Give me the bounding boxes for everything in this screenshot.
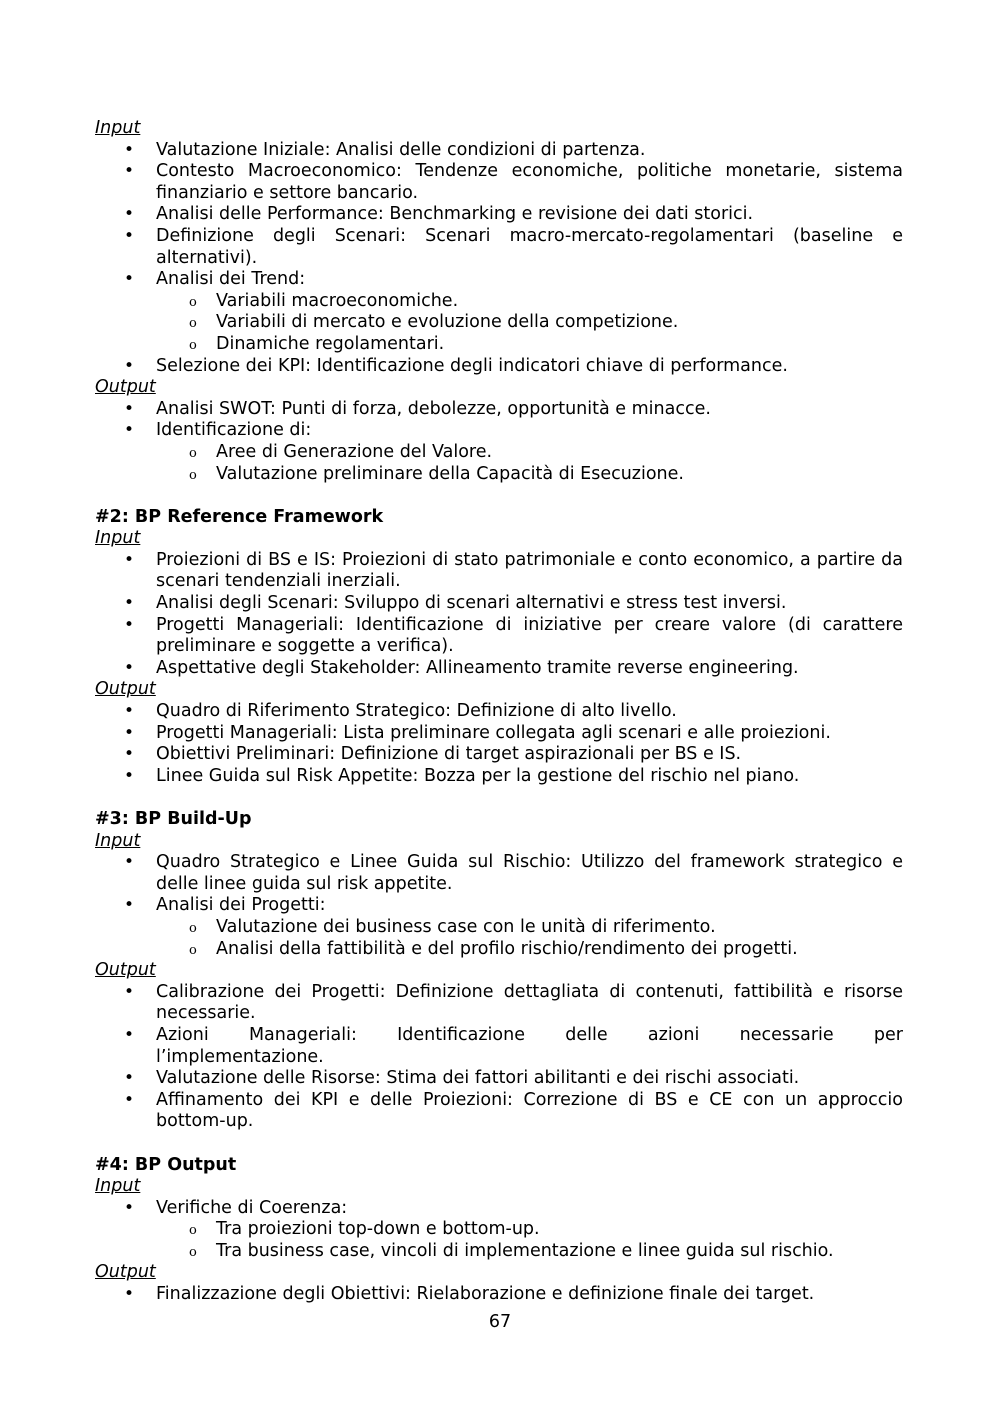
list-item: • Progetti Manageriali: Identificazione di iniziative per creare valore (di carattere preliminare e soggette a verifica). [156, 615, 903, 658]
sub-list [156, 917, 903, 960]
list-item: • Aspettative degli Stakeholder: Allineamento tramite reverse engineering. [156, 658, 903, 680]
input-label: Input [95, 1176, 141, 1197]
sub-list-item: o Analisi della fattibilità e del profilo rischio/rendimento dei progetti. [216, 939, 903, 961]
input-list [95, 852, 903, 960]
sub-list [156, 1219, 903, 1262]
sub-list [156, 442, 903, 485]
sub-list-item: o Tra proiezioni top-down e bottom-up. [216, 1219, 903, 1241]
list-item-actions [156, 1025, 903, 1068]
list-item: • Quadro Strategico e Linee Guida sul Rischio: Utilizzo del framework strategico e delle linee guida sul risk appetite. [156, 852, 903, 895]
list-item-projects [156, 895, 903, 960]
input-label: Input [95, 118, 141, 138]
output-label: Output [95, 960, 156, 981]
list-item: • Valutazione delle Risorse: Stima dei fattori abilitanti e dei rischi associati. [156, 1068, 903, 1090]
input-label: Input [95, 528, 141, 549]
list-item: • Affinamento dei KPI e delle Proiezioni: Correzione di BS e CE con un approccio bottom-up. [156, 1090, 903, 1133]
list-item: • Calibrazione dei Progetti: Definizione dettagliata di contenuti, fattibilità e risorse necessarie. [156, 982, 903, 1025]
list-item: • Obiettivi Preliminari: Definizione di target aspirazionali per BS e IS. [156, 744, 903, 766]
list-item: • Finalizzazione degli Obiettivi: Rielaborazione e definizione finale dei target. [156, 1284, 903, 1306]
list-item-label: Verifiche di Coerenza: [156, 1197, 348, 1218]
section-heading: #3: BP Build-Up [95, 809, 252, 829]
page-number: 67 [488, 1312, 512, 1332]
section-heading: #2: BP Reference Framework [95, 506, 384, 527]
sub-list-item: o Dinamiche regolamentari. [216, 334, 903, 356]
list-item: • Proiezioni di BS e IS: Proiezioni di stato patrimoniale e conto economico, a partire da scenari tendenziali inerziali. [156, 550, 903, 593]
input-list [95, 550, 903, 680]
document-page [95, 118, 903, 1306]
list-item-identification [156, 420, 903, 485]
list-item: • Analisi SWOT: Punti di forza, debolezze, opportunità e minacce. [156, 399, 903, 421]
list-item: • Selezione dei KPI: Identificazione degli indicatori chiave di performance. [156, 356, 903, 378]
sub-list-item: o Valutazione dei business case con le unità di riferimento. [216, 917, 903, 939]
output-list [95, 399, 903, 485]
output-list [95, 982, 903, 1133]
sub-list-item: o Tra business case, vincoli di implementazione e linee guida sul rischio. [216, 1241, 903, 1263]
input-list [95, 140, 903, 378]
output-label: Output [95, 679, 156, 700]
sub-list-item: o Valutazione preliminare della Capacità di Esecuzione. [216, 464, 903, 486]
list-item-label: Analisi dei Progetti: [156, 895, 326, 916]
section-heading: #4: BP Output [95, 1154, 237, 1175]
list-item-label: Analisi dei Trend: [156, 269, 306, 290]
output-list [95, 701, 903, 787]
output-label: Output [95, 377, 156, 398]
sub-list-item: o Variabili di mercato e evoluzione della competizione. [216, 312, 903, 334]
list-item: • Definizione degli Scenari: Scenari macro-mercato-regolamentari (baseline e alternativi). [156, 226, 903, 269]
sub-list [156, 291, 903, 356]
input-label: Input [95, 830, 141, 851]
list-item: • Analisi delle Performance: Benchmarking e revisione dei dati storici. [156, 204, 903, 226]
list-item: • Analisi degli Scenari: Sviluppo di scenari alternativi e stress test inversi. [156, 593, 903, 615]
input-list [95, 1198, 903, 1263]
list-item: • Progetti Manageriali: Lista preliminare collegata agli scenari e alle proiezioni. [156, 723, 903, 745]
sub-list-item: o Aree di Generazione del Valore. [216, 442, 903, 464]
list-item: • Valutazione Iniziale: Analisi delle condizioni di partenza. [156, 140, 903, 162]
output-label: Output [95, 1262, 156, 1283]
list-item-label: Identificazione di: [156, 420, 312, 441]
output-list [95, 1284, 903, 1306]
list-item-trend [156, 269, 903, 355]
list-item-line: • Azioni Manageriali: Identificazione delle azioni necessarie per [156, 1024, 903, 1045]
list-item: • Contesto Macroeconomico: Tendenze economiche, politiche monetarie, sistema finanziario e settore bancario. [156, 161, 903, 204]
list-item: • Quadro di Riferimento Strategico: Definizione di alto livello. [156, 701, 903, 723]
list-item: • Linee Guida sul Risk Appetite: Bozza per la gestione del rischio nel piano. [156, 766, 903, 788]
list-item-coherence [156, 1198, 903, 1263]
sub-list-item: o Variabili macroeconomiche. [216, 291, 903, 313]
list-item-line: l’implementazione. [156, 1046, 324, 1067]
